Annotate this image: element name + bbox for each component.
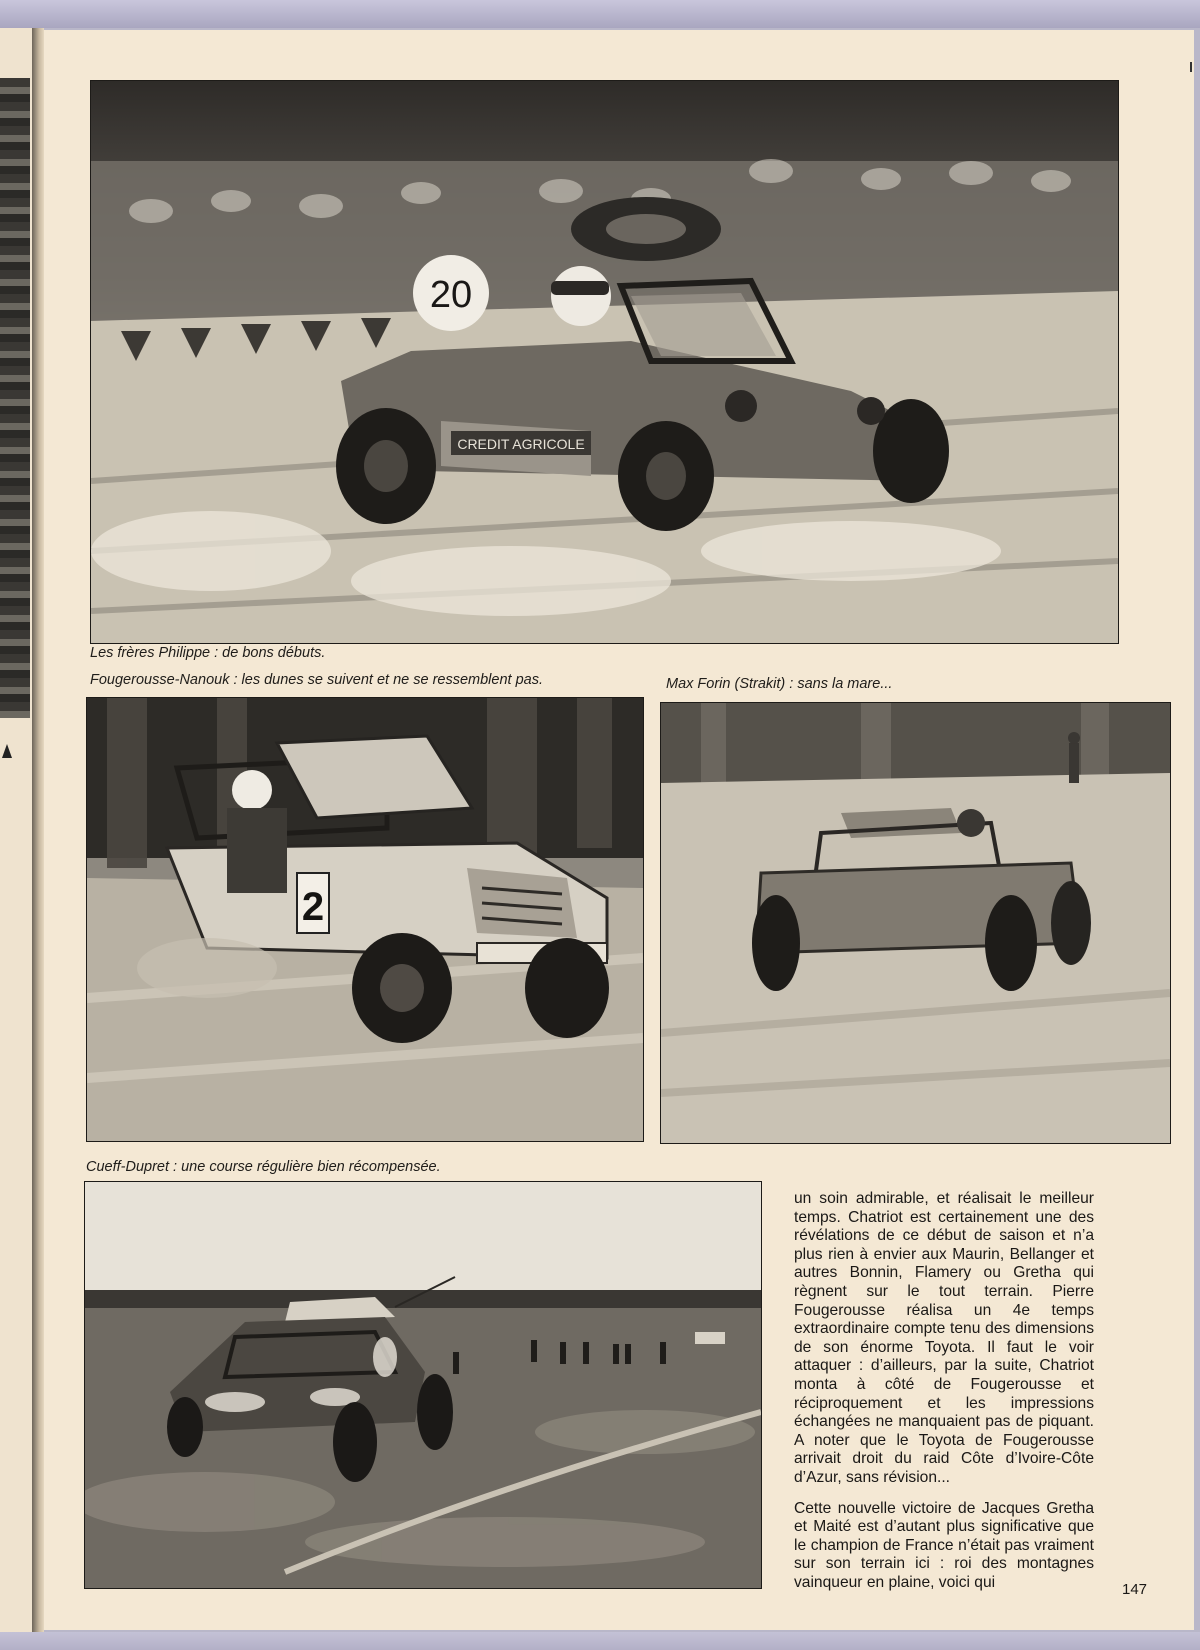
driver-helmet-2 <box>232 770 272 810</box>
field-buggy-wheel-front <box>333 1402 377 1482</box>
top-edge-strip <box>0 0 1200 28</box>
caption-cueff-dupret: Cueff-Dupret : une course régulière bien récompensée. <box>86 1159 441 1175</box>
page-number: 147 <box>1122 1581 1148 1598</box>
page-spine <box>32 28 44 1632</box>
caption-max-forin: Max Forin (Strakit) : sans la mare... <box>666 676 893 692</box>
jeep-wheel-rear <box>525 938 609 1038</box>
photo-cueff-dupret <box>84 1181 762 1589</box>
left-page-edge <box>0 28 32 1632</box>
spectator <box>1069 743 1079 783</box>
photo-max-forin <box>660 702 1171 1144</box>
photo-fougerousse-nanouk <box>86 697 644 1142</box>
left-page-arrow-icon <box>2 744 12 758</box>
field-buggy-wheel-left <box>167 1397 203 1457</box>
bottom-edge-strip <box>0 1632 1200 1650</box>
caption-freres-philippe: Les frères Philippe : de bons débuts. <box>90 645 326 661</box>
sponsor-label: CREDIT AGRICOLE <box>457 436 585 452</box>
photo-freres-philippe <box>90 80 1119 644</box>
buggy-wheel-left <box>752 895 800 991</box>
left-page-photo-fragment <box>0 78 30 718</box>
photo-fougerousse-nanouk-image <box>87 698 643 1141</box>
driver-helmet <box>551 266 611 326</box>
article-paragraph: Cette nouvelle victoire de Jacques Gretha et Maité est d’autant plus significative que le champion de France n’était pas vraiment sur son terrain ici : roi des montagnes vainqueur en plaine, voici qui <box>794 1499 1094 1591</box>
photo-max-forin-image <box>661 703 1170 1143</box>
photo-freres-philippe-image <box>91 81 1118 643</box>
corner-mark <box>1190 62 1192 72</box>
race-number-2: 2 <box>301 885 325 929</box>
field-buggy-wheel-right <box>417 1374 453 1450</box>
buggy-wheel-right <box>985 895 1037 991</box>
caption-fougerousse-nanouk: Fougerousse-Nanouk : les dunes se suivent et ne se ressemblent pas. <box>90 672 543 688</box>
article-paragraph: un soin admirable, et réalisait le meilleur temps. Chatriot est certainement une des révélations de ce début de saison et n’a plus rien à envier aux Maurin, Bellanger et autres Bonnin, Flamery ou Gretha qui règnent sur le tout terrain. Pierre Fougerousse réalisa un 4e temps extraordinaire compte tenu des dimensions de son énorme Toyota. Il faut le voir attaquer : d’ailleurs, par la suite, Chatriot monta à côté de Fougerousse et réciproquement et les impressions échangées ne manquaient pas de piquant. A noter que le Toyota de Fougerousse arrivait droit du raid Côte d’Ivoire-Côte d’Azur, sans révision... <box>794 1190 1094 1486</box>
article-text <box>794 1190 1094 1604</box>
photo-cueff-dupret-image <box>85 1182 761 1588</box>
race-number: 20 <box>429 274 473 316</box>
